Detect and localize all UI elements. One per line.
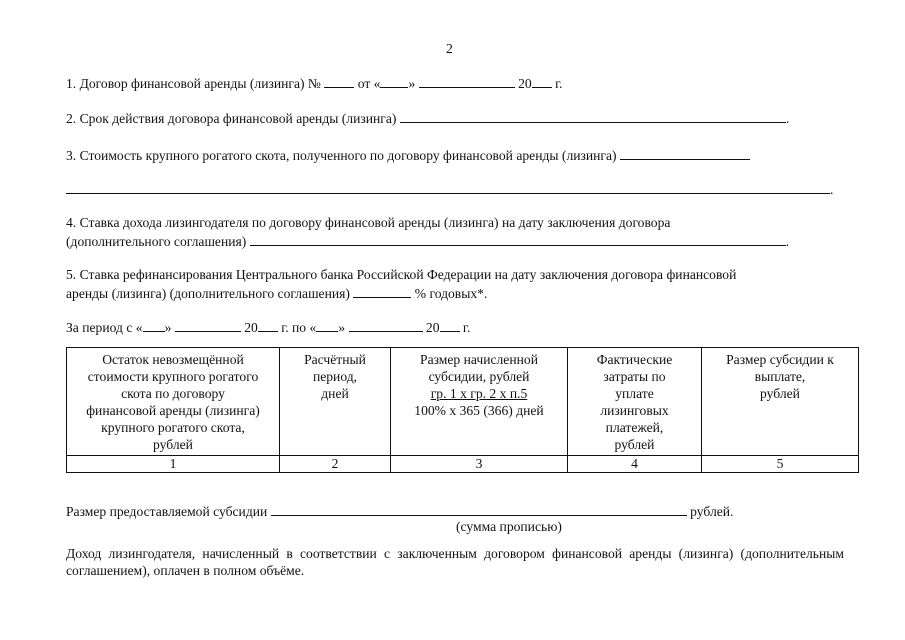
col-header-remaining-cost: Остаток невозмещённой стоимости крупного рогатого скота по договору финансовой аренды (лизинга) крупного рогатого скота, рублей xyxy=(67,348,280,456)
formula-denominator: 100% х 365 (366) дней xyxy=(414,403,544,418)
item-1-from: от « xyxy=(357,76,381,91)
lessor-rate-field[interactable] xyxy=(250,232,786,246)
item-3-end: . xyxy=(830,182,834,197)
period-quote-2: » xyxy=(338,320,346,335)
col-header-subsidy-payable: Размер субсидии к выплате, рублей xyxy=(702,348,859,456)
item-1-contract-number xyxy=(66,74,563,92)
column-number: 4 xyxy=(568,456,702,473)
item-4-label-2: (дополнительного соглашения) xyxy=(66,234,247,249)
col-header-period-days: Расчётный период, дней xyxy=(280,348,391,456)
item-5-line-1: 5. Ставка рефинансирования Центрального банка Российской Федерации на дату заключения договора финансовой xyxy=(66,267,737,282)
subsidy-table xyxy=(66,347,859,473)
subsidy-label: Размер предоставляемой субсидии xyxy=(66,504,268,519)
item-3-label: 3. Стоимость крупного рогатого скота, полученного по договору финансовой аренды (лизинга) xyxy=(66,148,617,163)
subsidy-amount-line xyxy=(66,502,733,520)
cattle-cost-field[interactable] xyxy=(620,146,750,160)
item-4-end: . xyxy=(785,234,790,249)
item-1-century: 20 xyxy=(518,76,532,91)
subsidy-amount-field[interactable] xyxy=(271,502,687,516)
subsidy-unit: рублей. xyxy=(690,504,734,519)
period-quote-1: » xyxy=(164,320,172,335)
period-to-label: г. по « xyxy=(281,320,317,335)
item-4-line-1: 4. Ставка дохода лизингодателя по договору финансовой аренды (лизинга) на дату заключения договора xyxy=(66,215,671,230)
item-1-year-suffix: г. xyxy=(555,76,563,91)
item-4-line-2 xyxy=(66,232,789,250)
item-5-line-2 xyxy=(66,284,487,302)
column-number: 5 xyxy=(702,456,859,473)
formula-numerator: гр. 1 х гр. 2 х п.5 xyxy=(430,386,528,401)
period-to-month-field[interactable] xyxy=(349,318,423,332)
closing-paragraph: Доход лизингодателя, начисленный в соответствии с заключенным договором финансовой аренды (лизинга) (дополнительным соглашением), оплачен в полном объёме. xyxy=(66,546,844,578)
period-century-1: 20 xyxy=(244,320,258,335)
item-1-quote-close: » xyxy=(408,76,416,91)
period-from-month-field[interactable] xyxy=(175,318,241,332)
table-row xyxy=(67,456,859,473)
item-5-unit: % годовых*. xyxy=(414,286,488,301)
table-header-row xyxy=(67,348,859,456)
item-2-term xyxy=(66,109,789,127)
period-century-2: 20 xyxy=(425,320,440,335)
column-number: 1 xyxy=(67,456,280,473)
cattle-cost-field-2[interactable] xyxy=(66,180,830,194)
refinancing-rate-field[interactable] xyxy=(353,284,411,298)
col-header-accrued-subsidy: Размер начисленной субсидии, рублей гр. 1 х гр. 2 х п.5 100% х 365 (366) дней xyxy=(391,348,568,456)
item-5-label-2: аренды (лизинга) (дополнительного соглашения) xyxy=(66,286,350,301)
column-number: 2 xyxy=(280,456,391,473)
period-year-suffix: г. xyxy=(462,320,471,335)
contract-year-field[interactable] xyxy=(532,74,552,88)
item-3-continuation xyxy=(66,180,833,198)
period-from-day-field[interactable] xyxy=(143,318,165,332)
item-3-cattle-cost xyxy=(66,146,750,164)
period-from-label: За период с « xyxy=(66,320,143,335)
period-to-day-field[interactable] xyxy=(316,318,338,332)
period-to-year-field[interactable] xyxy=(440,318,460,332)
column-number: 3 xyxy=(391,456,568,473)
col-header-actual-costs: Фактические затраты по уплате лизинговых платежей, рублей xyxy=(568,348,702,456)
item-2-end: . xyxy=(785,111,790,126)
contract-day-field[interactable] xyxy=(380,74,408,88)
term-field[interactable] xyxy=(400,109,786,123)
subsidy-caption: (сумма прописью) xyxy=(456,519,562,534)
contract-number-field[interactable] xyxy=(324,74,354,88)
period-from-year-field[interactable] xyxy=(258,318,278,332)
item-1-label: 1. Договор финансовой аренды (лизинга) № xyxy=(66,76,321,91)
item-2-label: 2. Срок действия договора финансовой аренды (лизинга) xyxy=(66,111,397,126)
page-number: 2 xyxy=(446,41,453,56)
contract-month-field[interactable] xyxy=(419,74,515,88)
period-line xyxy=(66,318,470,336)
